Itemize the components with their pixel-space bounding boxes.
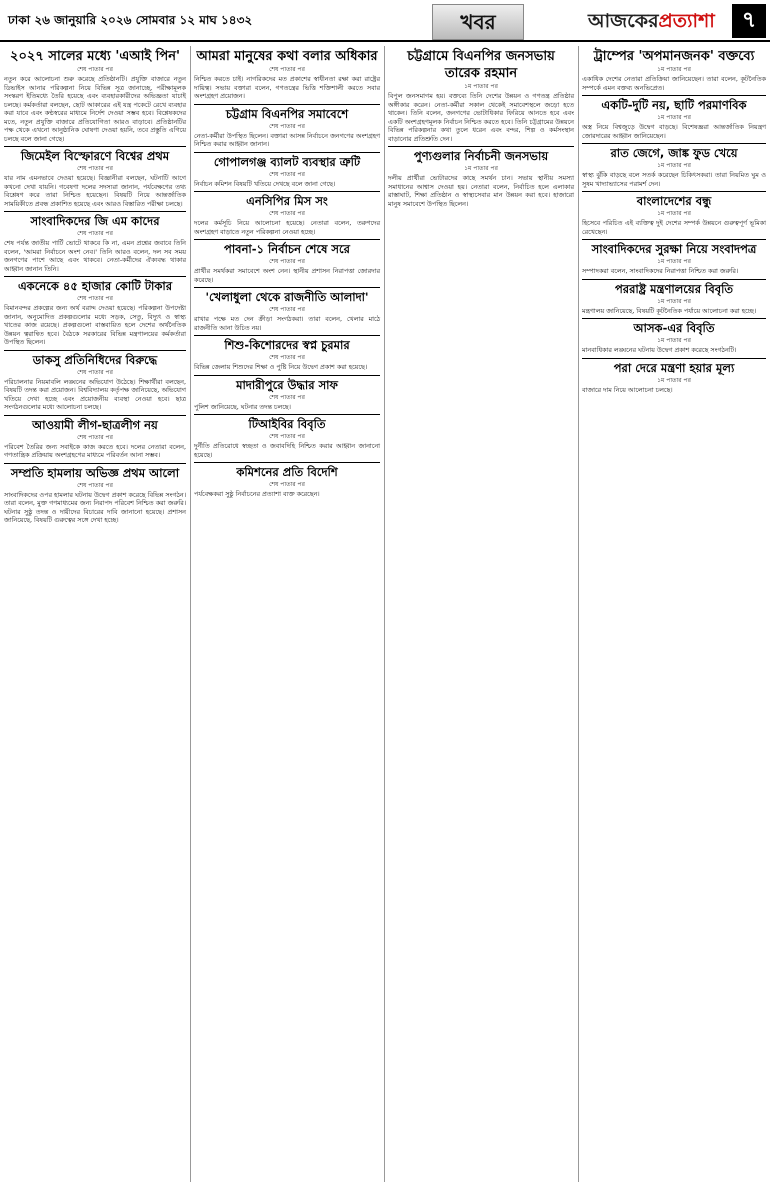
article-headline: জিমেইল বিস্ফোরণে বিশ্বের প্রথম [4, 146, 186, 165]
column-1 [4, 46, 189, 1182]
continued-note: শেষ পাতার পর [269, 66, 305, 73]
article-body: স্বাস্থ্য ঝুঁকি বাড়ছে বলে সতর্ক করেছেন চিকিৎসকরা। তারা নিয়মিত ঘুম ও সুষম খাদ্যাভ্যাসের পরামর্শ দেন। [582, 171, 769, 188]
dateline: ঢাকা ২৬ জানুয়ারি ২০২৬ সোমবার ১২ মাঘ ১৪৩২ [8, 13, 253, 27]
article [194, 335, 380, 372]
article-body: প্রার্থীর সমর্থকরা সমাবেশে অংশ নেন। স্থানীয় প্রশাসন নিরাপত্তা জোরদার করেছে। [194, 267, 383, 284]
article-body: যার নাম এমনভাবে দেওয়া হয়েছে। বিজ্ঞানীরা বলছেন, ঘটনাটি আগে কখনো দেখা যায়নি। গবেষণা দলের সদস্যরা জানান, পর্যবেক্ষণের তথ্য বিশ্লেষণ করে তারা নিশ্চিত হয়েছেন। বিষয়টি নিয়ে আন্তর্জাতিক সাময়িকীতে প্রবন্ধ প্রকাশিত হয়েছে এবং আরও বিস্তারিত পরীক্ষা চলছে। [4, 174, 189, 208]
column-2 [194, 46, 383, 1182]
article [194, 46, 383, 101]
continued-note: ১ম পাতার পর [657, 162, 691, 169]
page-number: ৭ [732, 4, 766, 38]
article-body: মানবাধিকার লঙ্ঘনের ঘটনায় উদ্বেগ প্রকাশ করেছে সংগঠনটি। [582, 346, 737, 354]
article [194, 191, 383, 236]
article-body: সম্পাদকরা বলেন, সাংবাদিকদের নিরাপত্তা নিশ্চিত করা জরুরি। [582, 267, 739, 275]
continued-note: শেষ পাতার পর [269, 258, 305, 265]
article-headline: এনসিপির মিস সং [194, 191, 380, 210]
article [4, 276, 189, 347]
logo-part-1: আজকের [588, 10, 659, 32]
continued-note: ১ম পাতার পর [657, 376, 691, 384]
article-headline: সাংবাদিকদের জি এম কাদের [4, 211, 186, 230]
article [582, 143, 769, 188]
article [194, 152, 380, 189]
article-body: নেতা-কর্মীরা উপস্থিত ছিলেন। বক্তারা আসন্ন নির্বাচনে জনগণের অংশগ্রহণ নিশ্চিত করার আহ্বান জানান। [194, 131, 383, 148]
continued-note: ১ম পাতার পর [464, 83, 498, 90]
article-body: পরিচালনার নিয়মাবলি লঙ্ঘনের অভিযোগ উঠেছে। শিক্ষার্থীরা বলছেন, বিষয়টি তদন্ত করা প্রয়োজন। বিশ্ববিদ্যালয় কর্তৃপক্ষ জানিয়েছে, অভিযোগ খতিয়ে দেখা হচ্ছে এবং প্রয়োজনীয় ব্যবস্থা নেওয়া হবে। ছাত্র সংগঠনগুলোর মধ্যে আলোচনা চলছে। [4, 377, 189, 411]
continued-note: শেষ পাতার পর [269, 433, 305, 440]
article-headline: আসক-এর বিবৃতি [582, 318, 766, 337]
page-header [0, 0, 770, 40]
article-headline: পররাষ্ট্র মন্ত্রণালয়ের বিবৃতি [582, 279, 766, 298]
article [4, 350, 189, 412]
continued-note: ১ম পাতার পর [657, 297, 691, 305]
article-headline: একনেকে ৪৫ হাজার কোটি টাকার [4, 276, 186, 295]
article-headline: শিশু-কিশোরদের স্বপ্ন চুরমার [194, 335, 380, 354]
article-headline: টিআইবির বিবৃতি [194, 414, 380, 433]
article [582, 95, 769, 140]
article-headline: বাংলাদেশের বন্ধু [582, 191, 766, 210]
article-headline: আওয়ামী লীগ-ছাত্রলীগ নয় [4, 415, 186, 434]
article-headline: চট্টগ্রাম বিএনপির সমাবেশে [194, 104, 380, 123]
continued-note: শেষ পাতার পর [77, 165, 113, 172]
article [582, 358, 766, 395]
article [582, 318, 766, 355]
continued-note: শেষ পাতার পর [77, 230, 113, 237]
continued-note: শেষ পাতার পর [77, 368, 113, 376]
article-headline: রাত জেগে, জাঙ্ক ফুড খেয়ে [582, 143, 766, 162]
column-3 [388, 46, 577, 1182]
article [194, 462, 380, 499]
article-headline: সাংবাদিকদের সুরক্ষা নিয়ে সংবাদপত্র [582, 239, 766, 258]
article [194, 239, 383, 284]
section-label: খবর [432, 4, 524, 40]
article [582, 46, 769, 92]
article-body: একাধিক দেশের নেতারা প্রতিক্রিয়া জানিয়েছেন। তারা বলেন, কূটনৈতিক সম্পর্কে এমন বক্তব্য অনভিপ্রেত। [582, 75, 769, 92]
article-headline: গোপালগঞ্জ ব্যালট ব্যবস্থার ত্রুটি [194, 152, 380, 171]
article [4, 415, 189, 460]
article-body: বিভিন্ন জেলায় শিশুদের শিক্ষা ও পুষ্টি নিয়ে উদ্বেগ প্রকাশ করা হয়েছে। [194, 363, 368, 371]
article-body: সাংবাদিকদের ওপর হামলার ঘটনায় উদ্বেগ প্রকাশ করেছে বিভিন্ন সংগঠন। তারা বলেন, মুক্ত গণমাধ্যমের জন্য নিরাপদ পরিবেশ নিশ্চিত করা জরুরি। ঘটনার সুষ্ঠু তদন্ত ও দায়ীদের বিচারের দাবি জানানো হয়েছে। প্রশাসন জানিয়েছে, বিষয়টি গুরুত্বের সঙ্গে দেখা হচ্ছে। [4, 490, 189, 524]
article-body: বিমানবন্দর প্রকল্পের জন্য অর্থ বরাদ্দ দেওয়া হয়েছে। পরিকল্পনা উপদেষ্টা জানান, অনুমোদিত প্রকল্পগুলোর মধ্যে সড়ক, সেতু, বিদ্যুৎ ও স্বাস্থ্য খাতের কাজ রয়েছে। প্রকল্পগুলো বাস্তবায়িত হলে দেশের অর্থনৈতিক উন্নয়ন ত্বরান্বিত হবে। বৈঠকে সরকারের বিভিন্ন মন্ত্রণালয়ের কর্মকর্তারা উপস্থিত ছিলেন। [4, 304, 189, 346]
continued-note: শেষ পাতার পর [269, 306, 305, 313]
continued-note: শেষ পাতার পর [269, 210, 305, 217]
article-body: মন্ত্রণালয় জানিয়েছে, বিষয়টি কূটনৈতিক পর্যায়ে আলোচনা করা হচ্ছে। [582, 306, 757, 315]
article-headline: কমিশনের প্রতি বিদেশি [194, 462, 380, 481]
article-body: হিসেবে পরিচিত এই ব্যক্তিত্ব দুই দেশের সম্পর্ক উন্নয়নে গুরুত্বপূর্ণ ভূমিকা রেখেছেন। [582, 219, 769, 236]
column-divider [190, 46, 191, 1182]
article-headline: আমরা মানুষের কথা বলার অধিকার [196, 49, 378, 64]
continued-note: ১ম পাতার পর [464, 165, 498, 172]
article-body: নিশ্চিত করতে চাই। নাগরিকদের মত প্রকাশের স্বাধীনতা রক্ষা করা রাষ্ট্রের দায়িত্ব। সভায় বক্তারা বলেন, গণতন্ত্রের ভিত্তি শক্তিশালী করতে সবার অংশগ্রহণ প্রয়োজন। [194, 75, 383, 100]
article [388, 146, 577, 208]
continued-note: শেষ পাতার পর [269, 393, 305, 401]
article-headline: সম্প্রতি হামলায় অভিজ্ঞ প্রথম আলো [4, 463, 186, 482]
continued-note: শেষ পাতার পর [269, 170, 305, 178]
article-headline: পরা দেরে মন্ত্রণা হয়ার মূল্য [582, 358, 766, 377]
article-body: বাজারে দাম নিয়ে আলোচনা চলছে। [582, 385, 673, 394]
article-body: শেষ পর্যন্ত জাতীয় পার্টি ভোটে থাকবে কি না, এমন প্রশ্নের জবাবে তিনি বলেন, 'আমরা নির্বাচনে অংশ নেব।' তিনি আরও বলেন, দল সব সময় জনগণের পাশে আছে এবং থাকবে। নেতা-কর্মীদের ঐক্যবদ্ধ থাকার আহ্বান জানান তিনি। [4, 239, 189, 273]
article-body: অস্ত্র নিয়ে বিশ্বজুড়ে উদ্বেগ বাড়ছে। বিশেষজ্ঞরা আন্তর্জাতিক নিয়ন্ত্রণ জোরদারের আহ্বান জানিয়েছেন। [582, 123, 769, 140]
article [582, 239, 766, 276]
article-body: দুর্নীতি প্রতিরোধে স্বচ্ছতা ও জবাবদিহি নিশ্চিত করার আহ্বান জানানো হয়েছে। [194, 442, 383, 459]
article [194, 104, 383, 149]
article-headline: একটি-দুটি নয়, ছাটি পরমাণবিক [582, 95, 766, 114]
continued-note: ১ম পাতার পর [657, 210, 691, 217]
article-body: নির্বাচন কমিশন বিষয়টি খতিয়ে দেখছে বলে জানা গেছে। [194, 179, 336, 188]
article [4, 211, 189, 273]
article-headline: মাদারীপুরে উদ্ধার সাফ [194, 375, 380, 394]
article-body: রাখার পক্ষে মত দেন ক্রীড়া সংগঠকরা। তারা বলেন, খেলার মাঠে রাজনীতি আনা উচিত নয়। [194, 315, 383, 332]
article [388, 46, 577, 143]
continued-note: শেষ পাতার পর [269, 481, 305, 488]
article-headline: ২০২৭ সালের মধ্যে 'এআই পিন' [10, 49, 180, 64]
article-headline: 'খেলাধুলা থেকে রাজনীতি আলাদা' [194, 287, 380, 306]
article-headline: ট্রাম্পের 'অপমানজনক' বক্তব্যে [593, 49, 755, 64]
article-body: পর্যবেক্ষকরা সুষ্ঠু নির্বাচনের প্রত্যাশা ব্যক্ত করেছেন। [194, 490, 320, 498]
article [194, 287, 383, 332]
article [194, 375, 380, 412]
article-body: পরিবেশ তৈরির জন্য সবাইকে কাজ করতে হবে। দলের নেতারা বলেন, গণতান্ত্রিক প্রক্রিয়ায় অংশগ্রহণের মাধ্যমে পরিবর্তন আনা সম্ভব। [4, 442, 189, 459]
article [194, 414, 383, 459]
article-body: বিপুল জনসমাগম হয়। বক্তব্যে তিনি দেশের উন্নয়ন ও গণতন্ত্র প্রতিষ্ঠার অঙ্গীকার করেন। নেতা-কর্মীরা সকাল থেকেই সমাবেশস্থলে জড়ো হতে থাকেন। তিনি বলেন, জনগণের ভোটাধিকার ফিরিয়ে আনতে হবে এবং একটি অংশগ্রহণমূলক নির্বাচন নিশ্চিত করতে হবে। তিনি চট্টগ্রামের উন্নয়নে বিভিন্ন পরিকল্পনার কথা তুলে ধরেন এবং বন্দর, শিল্প ও কর্মসংস্থান বাড়ানোর প্রতিশ্রুতি দেন। [388, 92, 577, 143]
article-headline: চট্টগ্রামে বিএনপির জনসভায় তারেক রহমান [407, 49, 555, 81]
article-headline: ডাকসু প্রতিনিধিদের বিরুদ্ধে [4, 350, 186, 369]
article-headline: পাবনা-১ নির্বাচন শেষে সরে [194, 239, 380, 258]
article-body: পুলিশ জানিয়েছে, ঘটনার তদন্ত চলছে। [194, 402, 291, 411]
article [4, 146, 189, 208]
continued-note: শেষ পাতার পর [77, 295, 113, 302]
article [582, 279, 766, 316]
continued-note: শেষ পাতার পর [77, 66, 113, 73]
continued-note: ১ম পাতার পর [657, 337, 691, 344]
article-body: নতুন করে আলোচনা শুরু করেছে প্রতিষ্ঠানটি। প্রযুক্তি বাজারে নতুন ডিভাইস আনার পরিকল্পনা নিয়ে বিভিন্ন সূত্র জানাচ্ছে, পরীক্ষামূলক সংস্করণ ইতিমধ্যে তৈরি হয়েছে এবং ব্যবহারকারীদের অভিজ্ঞতা যাচাই চলছে। কর্মকর্তারা বলছেন, ছোট আকারের এই যন্ত্র পকেটে রেখে ব্যবহার করা যাবে এবং কণ্ঠস্বরের মাধ্যমে নির্দেশ দেওয়া সম্ভব হবে। বিশ্লেষকদের মতে, নতুন প্রযুক্তি বাজারে প্রতিযোগিতা আরও বাড়াবে। প্রতিষ্ঠানটির পক্ষ থেকে এখনো আনুষ্ঠানিক ঘোষণা দেওয়া হয়নি, তবে প্রস্তুতি এগিয়ে চলছে বলে জানা গেছে। [4, 75, 189, 143]
article [4, 46, 189, 143]
column-4 [582, 46, 769, 1182]
continued-note: ১ম পাতার পর [657, 258, 691, 265]
article-body: দলীয় প্রার্থীরা ভোটারদের কাছে সমর্থন চান। সভায় স্থানীয় সমস্যা সমাধানের আশ্বাস দেওয়া হয়। নেতারা বলেন, নির্বাচিত হলে এলাকার রাস্তাঘাট, শিক্ষা প্রতিষ্ঠান ও স্বাস্থ্যসেবার মান উন্নয়ন করা হবে। হাজারো মানুষ সমাবেশে উপস্থিত ছিলেন। [388, 174, 577, 208]
continued-note: শেষ পাতার পর [269, 354, 305, 361]
header-rule [0, 40, 770, 42]
article [582, 191, 769, 236]
continued-note: ১ম পাতার পর [657, 114, 691, 121]
continued-note: ১ম পাতার পর [657, 66, 691, 73]
article [4, 463, 189, 525]
column-divider [384, 46, 385, 1182]
continued-note: শেষ পাতার পর [77, 433, 113, 441]
newspaper-logo [588, 4, 726, 38]
column-divider [578, 46, 579, 1182]
article-body: দলের কর্মসূচি নিয়ে আলোচনা হয়েছে। নেতারা বলেন, তরুণদের অংশগ্রহণ বাড়াতে নতুন পরিকল্পনা নেওয়া হচ্ছে। [194, 219, 383, 236]
logo-part-2: প্রত্যাশা [658, 10, 715, 32]
article-headline: পুণ্যগুলার নির্বাচনী জনসভায় [388, 146, 574, 165]
continued-note: শেষ পাতার পর [269, 122, 305, 130]
continued-note: শেষ পাতার পর [77, 481, 113, 489]
